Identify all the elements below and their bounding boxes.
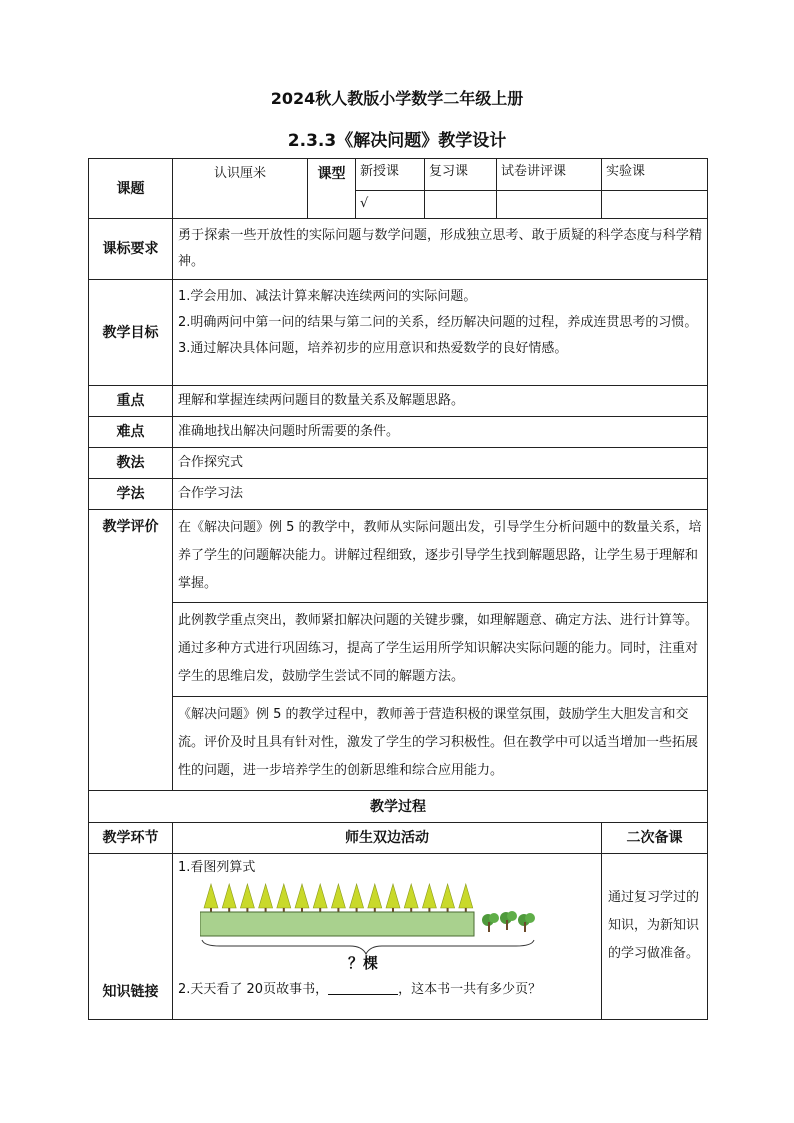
tree-figure <box>200 882 540 972</box>
activity-item-2 <box>178 980 596 1000</box>
stage-label: 知识链接 <box>89 854 173 1020</box>
lesson-plan-table <box>88 158 708 1020</box>
mubiao-item: 1.学会用加、减法计算来解决连续两问的实际问题。 <box>178 289 477 304</box>
zhongdian-text: 理解和掌握连续两问题目的数量关系及解题思路。 <box>173 386 708 417</box>
yellow-tree <box>404 884 418 912</box>
pingjia-label: 教学评价 <box>89 510 173 791</box>
type-new-check: √ <box>356 191 425 219</box>
jiaofa-text: 合作探究式 <box>173 448 708 479</box>
keti-label: 课题 <box>89 159 173 219</box>
kebiao-text: 勇于探索一些开放性的实际问题与数学问题，形成独立思考、敢于质疑的科学态度与科学精神。 <box>173 219 708 280</box>
mubiao-text <box>173 280 708 386</box>
process-title: 教学过程 <box>89 791 708 823</box>
type-review-check <box>425 191 497 219</box>
type-new: 新授课 <box>356 159 425 191</box>
yellow-tree <box>331 884 345 912</box>
xuefa-text: 合作学习法 <box>173 479 708 510</box>
kexing-label: 课型 <box>308 159 356 219</box>
yellow-tree <box>295 884 309 912</box>
mubiao-item: 3.通过解决具体问题，培养初步的应用意识和热爱数学的良好情感。 <box>178 341 568 356</box>
answer-blank[interactable] <box>328 980 398 995</box>
type-exam-check <box>497 191 602 219</box>
green-trees <box>482 911 535 932</box>
note-cell: 通过复习学过的知识，为新知识的学习做准备。 <box>602 854 708 1020</box>
type-lab-check <box>602 191 708 219</box>
activity-cell <box>173 854 602 1020</box>
tree-bar <box>200 912 474 936</box>
activity-item-2-end: ，这本书一共有多少页？ <box>398 982 542 997</box>
mubiao-item: 2.明确两问中第一问的结果与第二问的关系，经历解决问题的过程，养成连贯思考的习惯。 <box>178 315 698 330</box>
kebiao-label: 课标要求 <box>89 219 173 280</box>
document-title: 2024秋人教版小学数学二年级上册 <box>270 89 524 108</box>
yellow-tree <box>204 884 218 912</box>
yellow-tree <box>422 884 436 912</box>
tree-row <box>204 884 473 912</box>
yellow-tree <box>441 884 455 912</box>
yellow-tree <box>313 884 327 912</box>
yellow-tree <box>459 884 473 912</box>
type-lab: 实验课 <box>602 159 708 191</box>
yellow-tree <box>259 884 273 912</box>
yellow-tree <box>386 884 400 912</box>
yellow-tree <box>222 884 236 912</box>
pingjia-para-2: 此例教学重点突出，教师紧扣解决问题的关键步骤，如理解题意、确定方法、进行计算等。通过多种方式进行巩固练习，提高了学生运用所学知识解决实际问题的能力。同时，注重对学生的思维启发，鼓励学生尝试不同的解题方法。 <box>173 603 708 697</box>
pingjia-para-1: 在《解决问题》例 5 的教学中，教师从实际问题出发，引导学生分析问题中的数量关系，培养了学生的问题解决能力。讲解过程细致，逐步引导学生找到解题思路，让学生易于理解和掌握。 <box>173 510 708 603</box>
type-review: 复习课 <box>425 159 497 191</box>
keti-value: 认识厘米 <box>173 159 308 219</box>
pingjia-para-3: 《解决问题》例 5 的教学过程中，教师善于营造积极的课堂氛围，鼓励学生大胆发言和交流。评价及时且具有针对性，激发了学生的学习积极性。但在教学中可以适当增加一些拓展性的问题，进一步培养学生的创新思维和综合应用能力。 <box>173 697 708 791</box>
col-activity-header: 师生双边活动 <box>173 823 602 854</box>
brace <box>202 940 534 954</box>
yellow-tree <box>368 884 382 912</box>
mubiao-label: 教学目标 <box>89 280 173 386</box>
zhongdian-label: 重点 <box>89 386 173 417</box>
col-stage-header: 教学环节 <box>89 823 173 854</box>
activity-item-2-start: 2.天天看了 20页故事书， <box>178 982 329 997</box>
yellow-tree <box>350 884 364 912</box>
document-subtitle: 2.3.3《解决问题》教学设计 <box>287 131 507 151</box>
jiaofa-label: 教法 <box>89 448 173 479</box>
nandian-text: 准确地找出解决问题时所需要的条件。 <box>173 417 708 448</box>
figure-question-label: ？棵 <box>348 954 379 972</box>
xuefa-label: 学法 <box>89 479 173 510</box>
yellow-tree <box>240 884 254 912</box>
activity-item-1: 1.看图列算式 <box>178 860 256 875</box>
type-exam: 试卷讲评课 <box>497 159 602 191</box>
yellow-tree <box>277 884 291 912</box>
col-note-header: 二次备课 <box>602 823 708 854</box>
nandian-label: 难点 <box>89 417 173 448</box>
